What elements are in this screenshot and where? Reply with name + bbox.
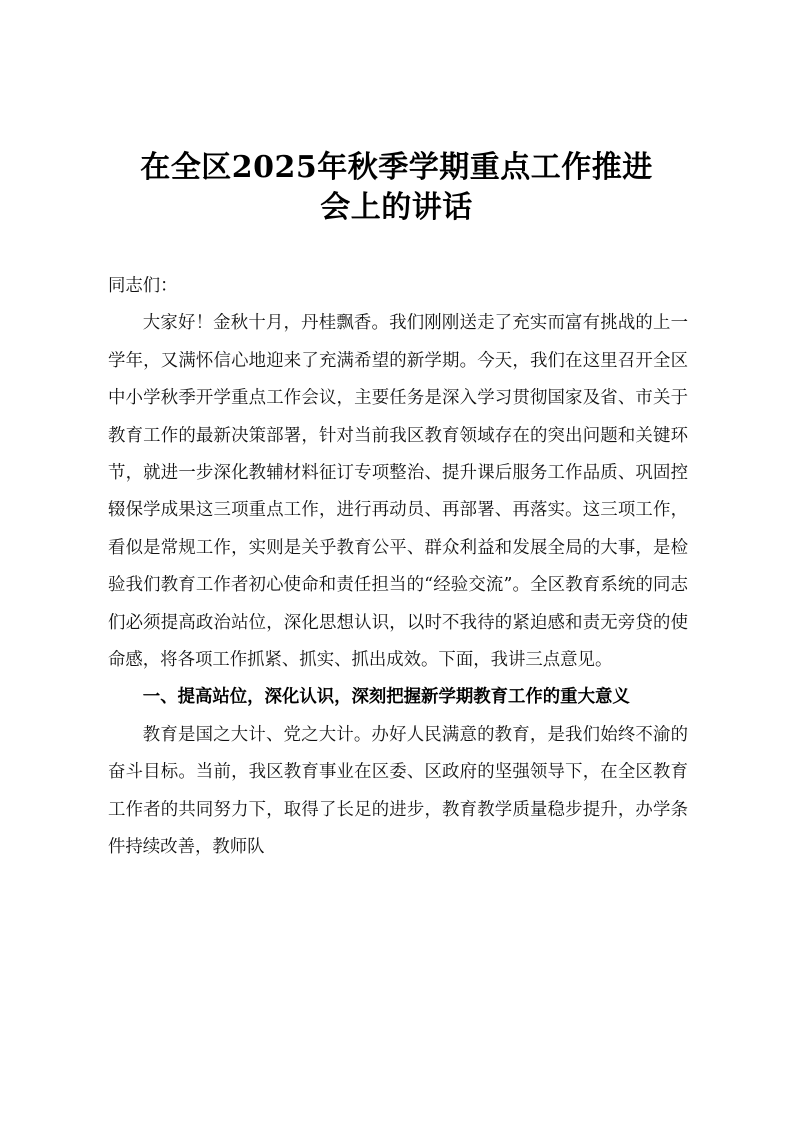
title-line-1: 在全区2025年秋季学期重点工作推进 bbox=[140, 150, 653, 185]
document-body bbox=[108, 268, 688, 867]
salutation: 同志们： bbox=[108, 276, 178, 296]
document-title bbox=[100, 148, 693, 228]
paragraph-opening: 大家好！金秋十月，丹桂飘香。我们刚刚送走了充实而富有挑战的上一学年，又满怀信心地迎来了充满希望的新学期。今天，我们在这里召开全区中小学秋季开学重点工作会议，主要任务是深入学习贯彻国家及省、市关于教育工作的最新决策部署，针对当前我区教育领域存在的突出问题和关键环节，就进一步深化教辅材料征订专项整治、提升课后服务工作品质、巩固控辍保学成果这三项重点工作，进行再动员、再部署、再落实。这三项工作，看似是常规工作，实则是关乎教育公平、群众利益和发展全局的大事，是检验我们教育工作者初心使命和责任担当的“经验交流”。全区教育系统的同志们必须提高政治站位，深化思想认识，以时不我待的紧迫感和责无旁贷的使命感，将各项工作抓紧、抓实、抓出成效。下面，我讲三点意见。 bbox=[108, 313, 688, 671]
section-heading-1: 一、提高站位，深化认识，深刻把握新学期教育工作的重大意义 bbox=[142, 687, 630, 708]
title-line-2: 会上的讲话 bbox=[320, 190, 473, 225]
paragraph-section-1: 教育是国之大计、党之大计。办好人民满意的教育，是我们始终不渝的奋斗目标。当前，我区教育事业在区委、区政府的坚强领导下，在全区教育工作者的共同努力下，取得了长足的进步，教育教学质量稳步提升，办学条件持续改善，教师队 bbox=[108, 724, 688, 858]
